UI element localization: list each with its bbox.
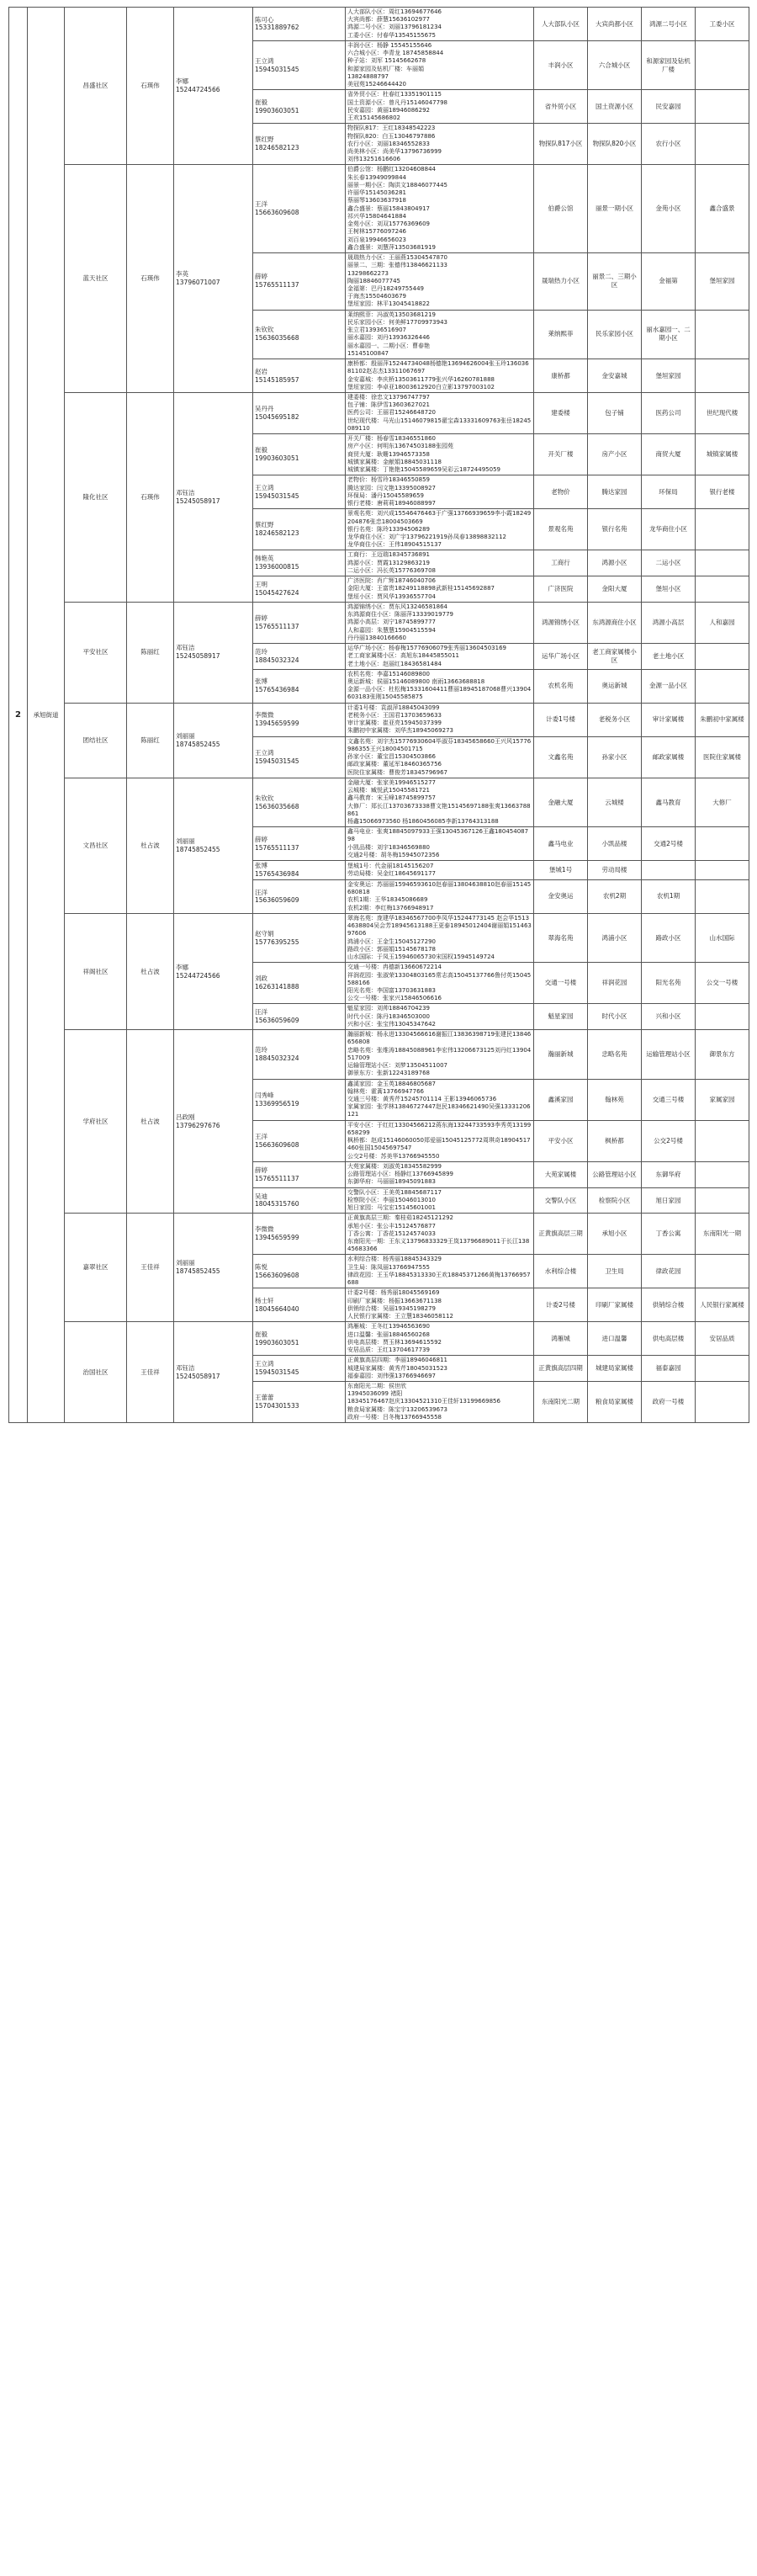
building-unit: 瀚丽新城 (534, 1030, 588, 1079)
contact-person: 李娜 15244724566 (174, 913, 253, 1029)
building-col2: 老土地小区 (642, 644, 696, 670)
building-col3 (696, 1356, 749, 1382)
building-col3 (696, 1187, 749, 1214)
building-col3 (696, 1255, 749, 1288)
building-col1: 民乐家园小区 (588, 310, 642, 359)
building-leaders: 堡城1号：代金丽18145156207 劳动局楼：吴金红18645691177 (346, 861, 534, 880)
contact-person: 邓钰洁 15245058917 (174, 602, 253, 703)
building-leaders: 建委楼：徐忠文13796747797 包子铺：陈伊雪13603627021 医药公司：王丽君15246648720 世纪现代楼：马光山15146079815翟宝森13331609763张岳18245089110 (346, 393, 534, 434)
staff-name: 汪洋 15636059609 (253, 879, 346, 913)
community-name: 文昌社区 (65, 778, 127, 913)
building-unit: 东南阳光二期 (534, 1381, 588, 1422)
building-col3: 堡垣家园 (696, 253, 749, 311)
building-col2: 堡垣小区 (642, 576, 696, 603)
building-col1: 鸿源小区 (588, 550, 642, 576)
building-unit: 鑫马电业 (534, 827, 588, 861)
building-unit: 堡城1号 (534, 861, 588, 880)
staff-name: 范玲 18845032324 (253, 644, 346, 670)
building-leaders: 农机名苑：李嘉15146089800 奥运新城：侯丽15146089800 南雨13663688818 金源一品小区：杜松梅15331604411曹丽18945187068曹兴13904603183张刚15045585875 (346, 669, 534, 703)
building-col3 (696, 124, 749, 165)
contact-person: 李娜 15244724566 (174, 8, 253, 165)
building-col3: 朱鹏初中家属楼 (696, 703, 749, 736)
staff-name: 薛婷 15765511137 (253, 253, 346, 311)
contact-person: 邓钰洁 15245058917 (174, 393, 253, 603)
table-row (9, 1030, 749, 1079)
building-col3: 家属家园 (696, 1079, 749, 1120)
building-col1: 时代小区 (588, 1004, 642, 1030)
building-col1: 印刷厂家属楼 (588, 1288, 642, 1322)
building-col2: 阳光名苑 (642, 963, 696, 1004)
building-col2: 政府一号楼 (642, 1381, 696, 1422)
building-unit: 正黄旗高层四期 (534, 1356, 588, 1382)
building-col1: 承旭小区 (588, 1214, 642, 1255)
building-unit: 开关厂楼 (534, 434, 588, 475)
building-col2: 公交2号楼 (642, 1120, 696, 1161)
table-body (9, 8, 749, 1423)
staff-name: 张博 15765436984 (253, 861, 346, 880)
staff-name: 李微微 13945659599 (253, 703, 346, 736)
building-col3 (696, 879, 749, 913)
building-col1: 东鸿源商住小区 (588, 602, 642, 643)
staff-name: 崔毅 19903603051 (253, 90, 346, 124)
building-col3: 大修厂 (696, 778, 749, 826)
building-col2: 堡垣家园 (642, 359, 696, 393)
building-col1: 劳动局楼 (588, 861, 642, 880)
staff-name: 蔡红野 18246582123 (253, 509, 346, 550)
building-col2 (642, 861, 696, 880)
building-leaders: 鸿源锦绣小区：贾东风13246581864 东鸿源商住小区：陈丽萍13339019779 鸿源小高层：刘宁18745899777 人和嘉园：朱慧慧15904515594 丹丹丽13840166660 (346, 602, 534, 643)
building-col2: 运输管理站小区 (642, 1030, 696, 1079)
building-leaders: 水利综合楼：杨秀丽18845343329 卫生局：陈凤丽13766947555 律政花园：王玉华18845313330王欢18845371266黄梅13766957688 (346, 1255, 534, 1288)
staff-name: 薛婷 15765511137 (253, 1161, 346, 1187)
building-col1: 进口温馨 (588, 1322, 642, 1356)
staff-name: 王洋 15663609608 (253, 1120, 346, 1161)
row-number: 2 (9, 8, 28, 1423)
building-col1: 老工商家属楼小区 (588, 644, 642, 670)
building-leaders: 大苑家属楼：刘淑英18345582999 公路管理站小区：杨静红13766945899 东御华府：马丽丽18945091883 (346, 1161, 534, 1187)
community-leader: 杜占波 (127, 1030, 174, 1214)
building-col2: 医药公司 (642, 393, 696, 434)
building-leaders: 东南阳光二期：侯世欣 13945036099 褚阳 18345176467赵庆13304521310王佳轩13199669856 粮食局家属楼：陈宝宇13206539673 政府一号楼：吕冬梅13766945558 (346, 1381, 534, 1422)
building-leaders: 物探队817：王红18348542223 物探队820：白玉13046797886 农行小区：刘丽18346552833 尚美林小区：尚美华13796736999 刘伟13251616606 (346, 124, 534, 165)
table-row (9, 913, 749, 962)
building-col2: 邮政家属楼 (642, 736, 696, 778)
building-col1: 枫桥都 (588, 1120, 642, 1161)
contact-person: 刘丽丽 18745852455 (174, 1214, 253, 1322)
building-col1: 粮食局家属楼 (588, 1381, 642, 1422)
building-col1: 卫生局 (588, 1255, 642, 1288)
staff-name: 闫秀峰 13369956519 (253, 1079, 346, 1120)
building-col1: 检察院小区 (588, 1187, 642, 1214)
building-col1: 鸿浦小区 (588, 913, 642, 962)
building-col1: 大宾尚都小区 (588, 8, 642, 41)
community-leader: 石瑛伟 (127, 8, 174, 165)
building-leaders: 正黄旗高层三期：秦桂茹18245121292 承旭小区：张公丰15124576877 丁香公寓：丁香花15124574033 东南阳光一期：王东义13796833329王岚13796689011于长江13845683366 (346, 1214, 534, 1255)
building-unit: 人大部队小区 (534, 8, 588, 41)
staff-name: 刘政 16263141888 (253, 963, 346, 1004)
building-unit: 老物价 (534, 475, 588, 509)
building-leaders: 鑫溪家园：金玉英18846805687 翰林苑：霍蒿13766947766 交通三号楼：黄秀芹15245701114 王影13946065736 家属家园：张学林13846727447赵民18346621490吴强13331206121 (346, 1079, 534, 1120)
building-leaders: 平安小区：于红红13304566212蒋东海13244733593李秀英13199658299 枫桥都：赵成15146060050郑爱丽15045125772周琪奇18904517460张国15045697547 公交2号楼：苏美华13766945550 (346, 1120, 534, 1161)
staff-name: 崔毅 19903603051 (253, 1322, 346, 1356)
staff-name: 王立鸿 15945031545 (253, 475, 346, 509)
staff-name: 王蕾蕾 15704301533 (253, 1381, 346, 1422)
building-leaders: 交通一号楼：冉德新13660672214 祥润花园：张淑荣13304803165常志高15045137766鲁付英15045588166 阳光名苑：李国富13703631883 公交一号楼：张家兴15846506616 (346, 963, 534, 1004)
building-leaders: 交警队小区：王美英18845687117 检察院小区：李丽15046013010 旭日家园：马宝宏15145601001 (346, 1187, 534, 1214)
building-unit: 金安奥运 (534, 879, 588, 913)
building-col3 (696, 1120, 749, 1161)
building-leaders: 鑫马电业：张爽18845097933王强13045367126王鑫18045408798 小凯品楼：刘宇18346569880 交通2号楼：胡冬梅15945072356 (346, 827, 534, 861)
building-col2: 兴和小区 (642, 1004, 696, 1030)
building-unit: 鑫溪家园 (534, 1079, 588, 1120)
building-col3: 医院住家属楼 (696, 736, 749, 778)
building-col2: 二运小区 (642, 550, 696, 576)
community-name: 祥阁社区 (65, 913, 127, 1029)
building-col3: 安居品质 (696, 1322, 749, 1356)
building-unit: 大苑家属楼 (534, 1161, 588, 1187)
building-col3 (696, 1161, 749, 1187)
building-col2: 环保局 (642, 475, 696, 509)
building-leaders: 莱纳熙菲：冯淑英13503681219 民乐家园小区：何美鲜17709973943 张立君13936516907 丽水嘉园：刘丹13936326446 丽水嘉园一、二期小区：曹春艳 15145100847 (346, 310, 534, 359)
building-col2: 金源一品小区 (642, 669, 696, 703)
building-col3 (696, 90, 749, 124)
building-leaders: 省外贸小区：杜春红13351901115 国土资源小区：曾凡丹15146047798 民安嘉园：黄丽18946086292 王欢15145686802 (346, 90, 534, 124)
building-leaders: 丰润小区：杨静 15545155646 六合城小区：李青龙 18745858844 种子站：刘军 15145662678 和源家园及钻机厂楼：车丽娟 13824888797 美冠苑15246644420 (346, 40, 534, 89)
building-leaders: 翠海名苑：庞建华18346567700李凤华15244773145 赵会华15134638804吴会芳18945613188王更泰18945012404谢丽娟15146397606 鸿浦小区：王金生15045127290 路政小区：郭丽娟15145678178 山水国际：于凤玉15946065730宋国权15945149724 (346, 913, 534, 962)
building-unit: 康桥都 (534, 359, 588, 393)
community-name: 昌盛社区 (65, 8, 127, 165)
community-name: 学府社区 (65, 1030, 127, 1214)
contact-person: 刘丽丽 18745852455 (174, 778, 253, 913)
building-unit: 晟瑞热力小区 (534, 253, 588, 311)
building-col3 (696, 509, 749, 550)
building-col1: 云城楼 (588, 778, 642, 826)
street-name: 承旭街道 (28, 8, 65, 1423)
staff-name: 吴丹丹 15045695182 (253, 393, 346, 434)
staff-name: 崔毅 19903603051 (253, 434, 346, 475)
building-unit: 农机名苑 (534, 669, 588, 703)
building-leaders: 鸿雁城：王冬红13946563690 进口温馨：张丽18846560268 供电高层楼：贾玉林13694615592 安居品质：王红13704617739 (346, 1322, 534, 1356)
building-col1: 老税务小区 (588, 703, 642, 736)
building-col2: 农机1期 (642, 879, 696, 913)
building-col1: 房产小区 (588, 434, 642, 475)
staff-name: 张博 15765436984 (253, 669, 346, 703)
staff-name: 朱钦钦 15636035668 (253, 778, 346, 826)
community-name: 隆化社区 (65, 393, 127, 603)
building-unit: 文鑫名苑 (534, 736, 588, 778)
building-col2: 鸿源小高层 (642, 602, 696, 643)
building-col2: 和源家园及钻机厂楼 (642, 40, 696, 89)
building-col2: 商贸大厦 (642, 434, 696, 475)
building-col2: 金苑小区 (642, 165, 696, 253)
building-leaders: 金安奥运：苏丽丽15946593610赵春丽13804638810赵春丽15145680818 农机1期：王华18345086689 农机2期：李红梅13766948917 (346, 879, 534, 913)
building-leaders: 魁星家园：刘帅18846704239 时代小区：陈丹18346503000 兴和小区：张宝伟13045347642 (346, 1004, 534, 1030)
building-leaders: 瀚丽新城：杨永进13304566616谢振江13836398719张建民13846656808 忠略名苑：张维涛18845088961李宏伟13206673125刘丹红13904517009 运输管理站小区：刘梦13504511007 御景东方：张新12243189768 (346, 1030, 534, 1079)
building-col3: 人和嘉园 (696, 602, 749, 643)
building-col3 (696, 827, 749, 861)
building-leaders: 老物价：杨雪玲18346550859 腾达家园：闫文艳13395008927 环保局：潘丹15045589659 银行老楼：唐莉莉18946088997 (346, 475, 534, 509)
building-leaders: 广济医院：肖广辉18746040706 金阳大厦：王富贵18249118898武新桂15145692887 堡垣小区：贾风华13936557704 (346, 576, 534, 603)
building-col2: 交通2号楼 (642, 827, 696, 861)
building-leaders: 人大部队小区：周红13694677646 大宾尚都：薛慧15636102977 鸿源二号小区：刘丽13796181234 工委小区：付春华13545155675 (346, 8, 534, 41)
building-col1: 小凯品楼 (588, 827, 642, 861)
staff-name: 王洋 15663609608 (253, 165, 346, 253)
building-col2: 路政小区 (642, 913, 696, 962)
building-col3 (696, 40, 749, 89)
building-col3: 工委小区 (696, 8, 749, 41)
building-unit: 交警队小区 (534, 1187, 588, 1214)
building-col2: 旭日家园 (642, 1187, 696, 1214)
community-name: 团结社区 (65, 703, 127, 778)
staff-name: 薛婷 15765511137 (253, 602, 346, 643)
staff-name: 蔡红野 18246582123 (253, 124, 346, 165)
building-col3: 鑫合盛景 (696, 165, 749, 253)
building-col2: 民安嘉园 (642, 90, 696, 124)
building-unit: 广济医院 (534, 576, 588, 603)
building-unit: 魁星家园 (534, 1004, 588, 1030)
staff-name: 杨士轩 18045664040 (253, 1288, 346, 1322)
building-col1: 祥润花园 (588, 963, 642, 1004)
building-unit: 鸿源锦绣小区 (534, 602, 588, 643)
building-col2: 龙华商住小区 (642, 509, 696, 550)
building-col1: 银行名苑 (588, 509, 642, 550)
building-col1: 翰林苑 (588, 1079, 642, 1120)
contact-person: 刘丽丽 18745852455 (174, 703, 253, 778)
building-unit: 物探队817小区 (534, 124, 588, 165)
building-col3: 人民银行家属楼 (696, 1288, 749, 1322)
building-col2: 供电高层楼 (642, 1322, 696, 1356)
building-col3 (696, 550, 749, 576)
building-col1: 农机2期 (588, 879, 642, 913)
staff-name: 薛婷 15765511137 (253, 827, 346, 861)
building-col3: 公交一号楼 (696, 963, 749, 1004)
building-unit: 鸿雁城 (534, 1322, 588, 1356)
building-unit: 伯爵公馆 (534, 165, 588, 253)
building-leaders: 晟瑞热力小区：王丽燕15304547870 丽景二、三期：张德伟13846621133 13298662273 陶丽18846077745 金福第：巴丹18249755449 于海杰15504603679 堡垣家园：林平13045418822 (346, 253, 534, 311)
building-col3: 城镇家属楼 (696, 434, 749, 475)
community-leader: 杜占波 (127, 778, 174, 913)
community-leader: 王佳祥 (127, 1214, 174, 1322)
community-name: 嘉翠社区 (65, 1214, 127, 1322)
building-col2: 交通三号楼 (642, 1079, 696, 1120)
building-unit: 交通一号楼 (534, 963, 588, 1004)
building-leaders: 计委2号楼：杨秀丽18045569169 印刷厂家属楼：杨振13663671138 供销综合楼：吴丽19345198279 人民银行家属楼：王立慧18346058112 (346, 1288, 534, 1322)
community-name: 治国社区 (65, 1322, 127, 1423)
building-unit: 景观名苑 (534, 509, 588, 550)
building-col1: 丽景二、三期小区 (588, 253, 642, 311)
building-col1: 丽景一期小区 (588, 165, 642, 253)
building-unit: 计委2号楼 (534, 1288, 588, 1322)
building-unit: 省外贸小区 (534, 90, 588, 124)
table-row (9, 1214, 749, 1255)
community-name: 平安社区 (65, 602, 127, 703)
building-col2: 农行小区 (642, 124, 696, 165)
building-leaders: 康桥都：殷丽萍15244734048杨德艳13694626004张玉玲13603681102赵志杰13311067697 金安嘉城：李庆桥13503611779张兴华16260781888 堡垣家园：李卓亚18003612920白立影13797003102 (346, 359, 534, 393)
table-row (9, 165, 749, 253)
building-leaders: 正黄旗高层四期：李丽18946046811 城建局家属楼：黄秀芹18045031523 福泰嘉园：刘伟强13766946697 (346, 1356, 534, 1382)
building-unit: 水利综合楼 (534, 1255, 588, 1288)
building-col1: 奥运新城 (588, 669, 642, 703)
table-row (9, 1322, 749, 1356)
staff-name: 韩艳英 13936000815 (253, 550, 346, 576)
building-unit: 建委楼 (534, 393, 588, 434)
table-row (9, 778, 749, 826)
building-unit: 运华广场小区 (534, 644, 588, 670)
community-leader: 陈丽红 (127, 703, 174, 778)
building-unit: 丰润小区 (534, 40, 588, 89)
building-col1: 公路管理站小区 (588, 1161, 642, 1187)
staff-name: 陈可心 15331889762 (253, 8, 346, 41)
community-leader: 王佳祥 (127, 1322, 174, 1423)
staff-name: 王立鸿 15945031545 (253, 1356, 346, 1382)
building-col3: 山水国际 (696, 913, 749, 962)
staff-name: 范玲 18845032324 (253, 1030, 346, 1079)
building-col3 (696, 861, 749, 880)
community-name: 蓝天社区 (65, 165, 127, 393)
building-unit: 金融大厦 (534, 778, 588, 826)
table-row (9, 703, 749, 736)
grid-table (8, 7, 749, 1423)
building-col1: 金安嘉城 (588, 359, 642, 393)
building-col3: 御景东方 (696, 1030, 749, 1079)
staff-name: 吴迪 18045315760 (253, 1187, 346, 1214)
building-leaders: 开关厂楼：杨春雪18346551860 房产小区：何明东13674503188张园苑 商贸大厦：耿姗13946573358 城镇家属楼：金献娟18845031118 城镇家属楼：丁艳艳15045589659吴彩云18724495059 (346, 434, 534, 475)
community-leader: 杜占波 (127, 913, 174, 1029)
building-col3: 东南阳光一期 (696, 1214, 749, 1255)
building-col3 (696, 644, 749, 670)
table-row (9, 8, 749, 41)
building-unit: 莱纳熙菲 (534, 310, 588, 359)
building-col2: 丽水嘉园一、二期小区 (642, 310, 696, 359)
building-col1: 城建局家属楼 (588, 1356, 642, 1382)
building-col3: 世纪现代楼 (696, 393, 749, 434)
staff-name: 汪洋 15636059609 (253, 1004, 346, 1030)
building-col1: 忠略名苑 (588, 1030, 642, 1079)
building-col2: 律政花园 (642, 1255, 696, 1288)
building-leaders: 计委1号楼：袁淑萍18845043099 老税务小区：王国君13703659633 审计家属楼：崔亚亮15945037399 朱鹏初中家属楼：刘华杰18945069273 (346, 703, 534, 736)
building-unit: 平安小区 (534, 1120, 588, 1161)
building-col2: 鑫马教育 (642, 778, 696, 826)
building-col1: 孙家小区 (588, 736, 642, 778)
community-leader: 石瑛伟 (127, 393, 174, 603)
document (8, 7, 749, 1423)
building-col1: 包子铺 (588, 393, 642, 434)
building-leaders: 伯爵公馆：杨鹏红13204608844 朱长春13949099844 丽景一期小区：陶洪文18846077445 许丽华15145036281 蔡丽琴13603637918 鑫合盛景：蔡丽15843804917 祁兴华15804641884 金苑小区：刘双15776369609 王树林15776097246 刘百泉19946656023 鑫合盛景：刘慧萍13503681919 (346, 165, 534, 253)
building-col3 (696, 359, 749, 393)
contact-person: 李英 13796071007 (174, 165, 253, 393)
building-leaders: 运华广场小区：杨春梅15776906079张秀丽13604503169 老工商家属楼小区：高旭东18445855011 老土地小区：赵丽红18436581484 (346, 644, 534, 670)
building-leaders: 金融大厦：张家美19946515277 云城楼：臧悦武15045581721 鑫马教育：宋玉峰18745899757 大修厂：郑长江13703673338曹文艳15145697188张爽13663788861 杨鑫15066973560 杨1860456085李新13764313188 (346, 778, 534, 826)
building-col1: 物探队820小区 (588, 124, 642, 165)
table-row (9, 602, 749, 643)
building-col3 (696, 1381, 749, 1422)
staff-name: 赵守娟 15776395255 (253, 913, 346, 962)
building-col3 (696, 1004, 749, 1030)
staff-name: 王明 15045427624 (253, 576, 346, 603)
staff-name: 赵岩 15145185957 (253, 359, 346, 393)
staff-name: 王立鸿 15945031545 (253, 736, 346, 778)
building-col2: 供销综合楼 (642, 1288, 696, 1322)
building-leaders: 文鑫名苑：刘宇杰15776930604毕淑芬18345658660王兴风15776986355王兴18004501715 孙家小区：董宝昌15304503866 邮政家属楼：董延军18460365756 医院住家属楼：曹俊芳18345796967 (346, 736, 534, 778)
building-unit: 翠海名苑 (534, 913, 588, 962)
building-col2: 福泰嘉园 (642, 1356, 696, 1382)
contact-person: 吕政刚 13796297676 (174, 1030, 253, 1214)
building-leaders: 景观名苑：刘兴成15546476463于广强13766939659李小霞18249204876张忠18004503669 银行名苑：陈玲13394506289 龙华商住小区：刘广宇13796221919孙凤春13898832112 龙华商住小区：王伟18904515137 (346, 509, 534, 550)
community-leader: 石瑛伟 (127, 165, 174, 393)
community-leader: 陈丽红 (127, 602, 174, 703)
building-col1: 国土资源小区 (588, 90, 642, 124)
building-col2: 丁香公寓 (642, 1214, 696, 1255)
building-unit: 正黄旗高层三期 (534, 1214, 588, 1255)
contact-person: 邓钰洁 15245058917 (174, 1322, 253, 1423)
building-col3 (696, 669, 749, 703)
building-col1: 金阳大厦 (588, 576, 642, 603)
table-row (9, 393, 749, 434)
building-col1: 六合城小区 (588, 40, 642, 89)
staff-name: 陈悦 15663609608 (253, 1255, 346, 1288)
building-col3 (696, 576, 749, 603)
staff-name: 李微微 13945659599 (253, 1214, 346, 1255)
building-unit: 计委1号楼 (534, 703, 588, 736)
building-col1: 腾达家园 (588, 475, 642, 509)
building-col2: 金福第 (642, 253, 696, 311)
building-unit: 工商行 (534, 550, 588, 576)
building-col2: 东御华府 (642, 1161, 696, 1187)
staff-name: 朱钦钦 15636035668 (253, 310, 346, 359)
building-col3: 银行老楼 (696, 475, 749, 509)
building-leaders: 工商行：王迈瑞18345736891 鸿源小区：贾霞13129863219 二运小区：冯长英15776369708 (346, 550, 534, 576)
building-col2: 审计家属楼 (642, 703, 696, 736)
building-col2: 鸿源二号小区 (642, 8, 696, 41)
staff-name: 王立鸿 15945031545 (253, 40, 346, 89)
building-col3 (696, 310, 749, 359)
